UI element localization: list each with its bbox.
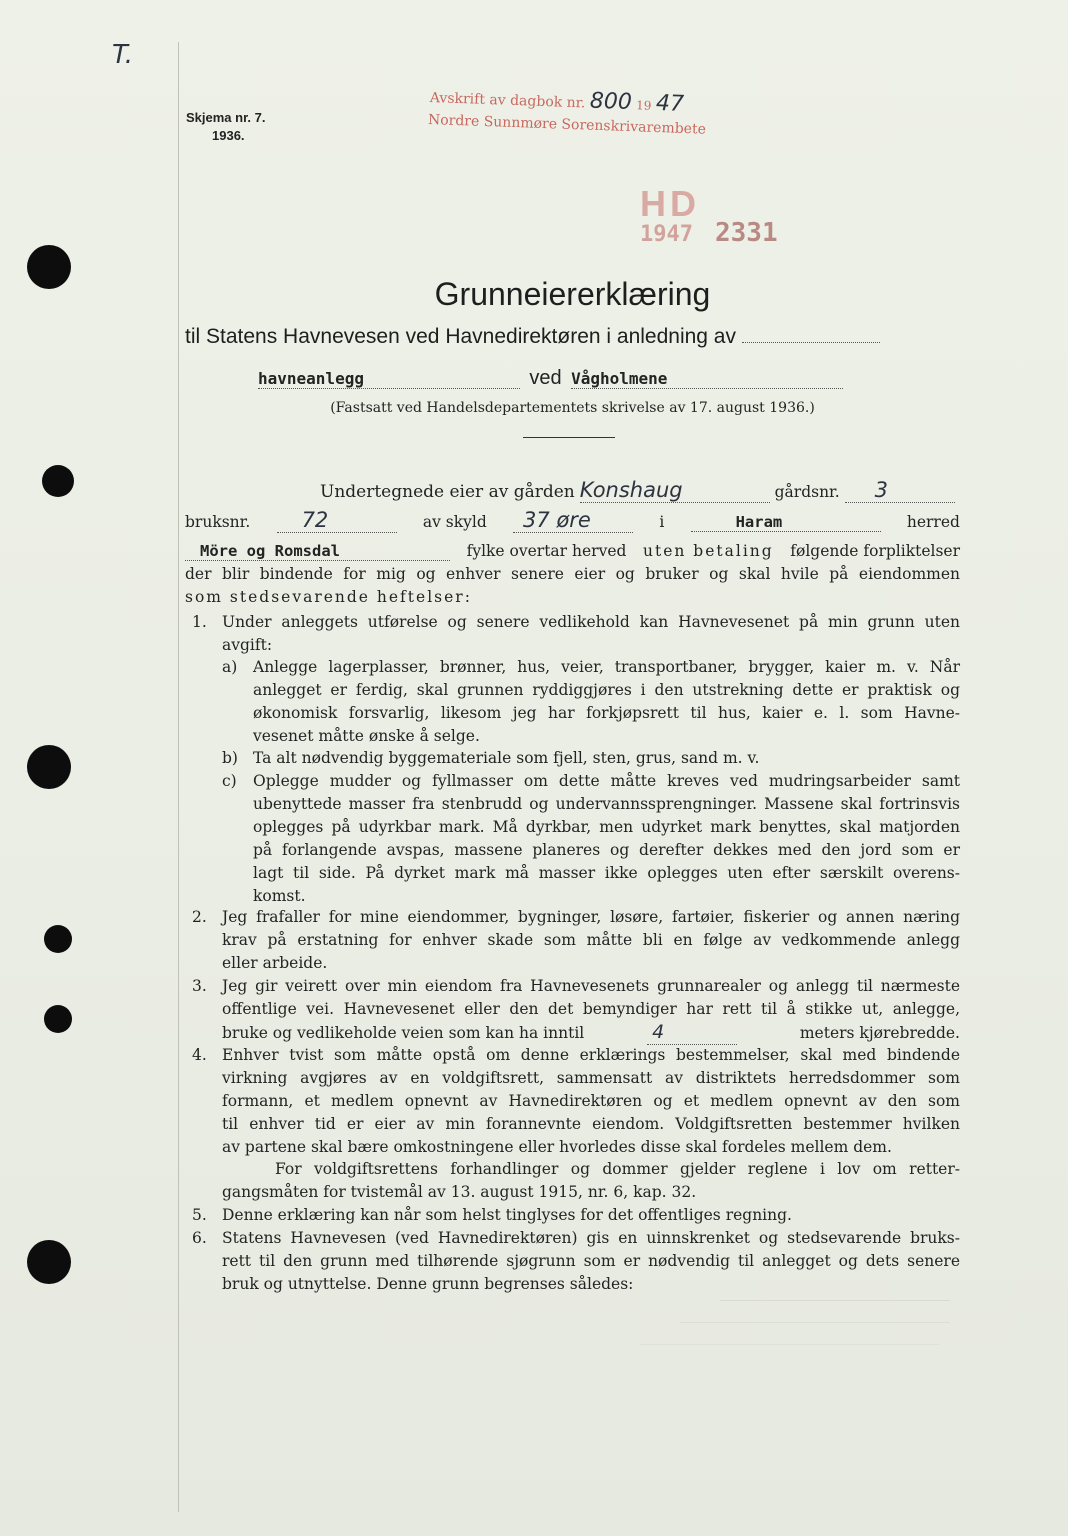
clause-4-line: virkning avgjøres av en voldgiftsrett, sammensatt av distriktets herredsdommer som <box>222 1069 960 1087</box>
intro-line-4: der blir bindende for mig og enhver senere eier og bruker og skal hvile på eiendommen <box>185 565 960 583</box>
clause-4-line: til enhver tid er eier av min forannevnte eiendom. Voldgiftsretten bestemmer hvilken <box>222 1115 960 1133</box>
dagbok-number: 800 <box>589 88 633 116</box>
gardsnr-value: 3 <box>845 478 955 503</box>
clause-4-line: Enhver tvist som måtte opstå om denne erklærings bestemmelser, skal med bindende <box>222 1046 960 1064</box>
clause-3-line: Jeg gir veirett over min eiendom fra Havnevesenets grunnarealer og anlegg til nærmeste <box>222 977 960 995</box>
fylke-value: Möre og Romsdal <box>185 542 450 561</box>
clause-6-line: bruk og utnyttelse. Denne grunn begrenses således: <box>222 1275 634 1293</box>
copy-stamp <box>430 83 685 117</box>
clause-c-line: på forlangende avspas, massene planeres og derefter dekkes med den jord som er <box>253 841 960 859</box>
clause-4-line: formann, et medlem opnevnt av Havnedirektøren og et medlem opnevnt av den som <box>222 1092 960 1110</box>
clause-6-line: Statens Havnevesen (ved Havnedirektøren) gis en uinnskrenket og stedsevarende bruks- <box>222 1229 960 1247</box>
document-title: Grunneiererklæring <box>434 276 711 312</box>
clause-2-line: Jeg frafaller for mine eiendommer, bygninger, løsøre, fartøier, fiskerier og annen næring <box>222 908 960 926</box>
registry-number: 2331 <box>715 218 778 248</box>
corner-mark: T. <box>112 40 134 70</box>
clause-3-number: 3. <box>192 977 207 995</box>
clause-1-line: Under anleggets utførelse og senere vedlikehold kan Havnevesenet på min grunn uten <box>222 613 960 631</box>
undertegnede: Undertegnede eier av gården <box>320 482 575 502</box>
clause-3-pre: bruke og vedlikeholde veien som kan ha inntil <box>222 1024 585 1042</box>
intro-line-3 <box>185 542 960 561</box>
project-line <box>258 367 843 390</box>
form-year: 1936. <box>212 128 245 143</box>
clause-b-label: b) <box>222 749 238 767</box>
bleed-through-mark <box>720 1300 950 1301</box>
clause-6-line: rett til den grunn med tilhørende sjøgrunn som er nødvendig til anlegget og dets senere <box>222 1252 960 1270</box>
registry-letters: HD <box>640 183 700 224</box>
clause-c-line: oplegges på udyrkbar mark. Må dyrkbar, men udyrket mark benyttes, skal matjorden <box>253 818 960 836</box>
intro-line-5: som stedsevarende heftelser: <box>185 588 472 606</box>
herred-value: Haram <box>691 513 881 532</box>
clause-c-line: Oplegge mudder og fyllmasser om dette måtte kreves ved mudringsarbeider samt <box>253 772 960 790</box>
clause-5-line: Denne erklæring kan når som helst tinglyses for det offentliges regning. <box>222 1206 792 1224</box>
bruksnr-value: 72 <box>277 508 397 533</box>
clause-2-line: krav på erstatning for enhver skade som måtte bli en følge av vedkommende anlegg <box>222 931 960 949</box>
subtitle-text: til Statens Havnevesen ved Havnedirektøren i anledning av <box>185 325 736 348</box>
title-divider <box>523 437 615 438</box>
clause-4-line: gangsmåten for tvistemål av 13. august 1915, nr. 6, kap. 32. <box>222 1183 697 1201</box>
clause-a-label: a) <box>222 658 238 676</box>
herred-label: herred <box>906 513 960 531</box>
binder-hole <box>27 1240 71 1284</box>
clause-3-width-line <box>222 1021 960 1045</box>
stamp-year-suffix: 47 <box>655 90 685 117</box>
clause-6-number: 6. <box>192 1229 207 1247</box>
clause-c-line: ubenyttede masser fra stenbrudd og undervannssprengninger. Massene skal fortrinsvis <box>253 795 960 813</box>
clause-c-label: c) <box>222 772 237 790</box>
binder-hole <box>44 925 72 953</box>
clause-3-post: meters kjørebredde. <box>799 1024 960 1042</box>
road-width-value: 4 <box>647 1021 737 1045</box>
document-subtitle <box>185 325 880 349</box>
stamp-year-prefix: 19 <box>635 98 652 113</box>
bleed-through-mark <box>640 1344 940 1345</box>
binder-hole <box>44 1005 72 1033</box>
clause-a-line: vesenet måtte ønske å selge. <box>253 727 480 745</box>
binder-hole <box>27 745 71 789</box>
clause-4-line: For voldgiftsrettens forhandlinger og dommer gjelder reglene i lov om retter- <box>275 1160 960 1178</box>
clause-a-line: Anlegge lagerplasser, brønner, hus, veier, transportbaner, brygger, kaier m. v. Når <box>253 658 960 676</box>
clause-c-line: komst. <box>253 887 306 905</box>
clause-a-line: anlegget er ferdig, skal grunnen ryddiggjøres i den utstrekning dette er praktisk og <box>253 681 960 699</box>
stamp-prefix: Avskrift av dagbok nr. <box>429 90 586 112</box>
skyld-label: av skyld <box>422 513 487 531</box>
clause-1-number: 1. <box>192 613 207 631</box>
clause-4-line: av partene skal bære omkostningene eller hvorledes disse skal fordeles mellem dem. <box>222 1138 892 1156</box>
i-label: i <box>659 513 665 531</box>
registry-year: 1947 <box>640 222 693 247</box>
intro-line-1 <box>185 478 960 503</box>
clause-2-line: eller arbeide. <box>222 954 328 972</box>
bleed-through-mark <box>680 1322 950 1323</box>
clause-5-number: 5. <box>192 1206 207 1224</box>
fylke-text-a: fylke overtar herved <box>466 542 627 560</box>
intro-line-2 <box>185 508 960 533</box>
clause-4-number: 4. <box>192 1046 207 1064</box>
bruksnr-label: bruksnr. <box>185 513 251 531</box>
binder-hole <box>27 245 71 289</box>
fylke-text-c: følgende forpliktelser <box>790 542 960 560</box>
clause-2-number: 2. <box>192 908 207 926</box>
fylke-text-b: uten betaling <box>643 542 774 560</box>
clause-c-line: lagt til side. På dyrket mark må masser ikke oplegges uten efter særskilt overens- <box>253 864 960 882</box>
form-number: Skjema nr. 7. <box>186 110 266 125</box>
gard-name: Konshaug <box>580 478 770 503</box>
clause-a-line: økonomisk forsvarlig, likesom jeg har forkjøpsrett til hus, kaier e. l. som Havne- <box>253 704 960 722</box>
clause-b-line: Ta alt nødvendig byggemateriale som fjell, sten, grus, sand m. v. <box>253 749 760 767</box>
clause-3-line: offentlige vei. Havnevesenet eller den det bemyndiger har rett til å stikke ut, anlegge, <box>222 1000 960 1018</box>
clause-1-line: avgift: <box>222 636 273 654</box>
project-type: havneanlegg <box>258 369 520 389</box>
project-place: Vågholmene <box>571 369 843 389</box>
margin-rule <box>178 42 179 1512</box>
office-stamp: Nordre Sunnmøre Sorenskrivarembete <box>427 112 707 138</box>
project-connector: ved <box>529 367 562 389</box>
fastsatt-note: (Fastsatt ved Handelsdepartementets skrivelse av 17. august 1936.) <box>330 400 815 416</box>
binder-hole <box>42 465 74 497</box>
skyld-value: 37 øre <box>513 508 633 533</box>
gardsnr-label: gårdsnr. <box>774 483 840 501</box>
